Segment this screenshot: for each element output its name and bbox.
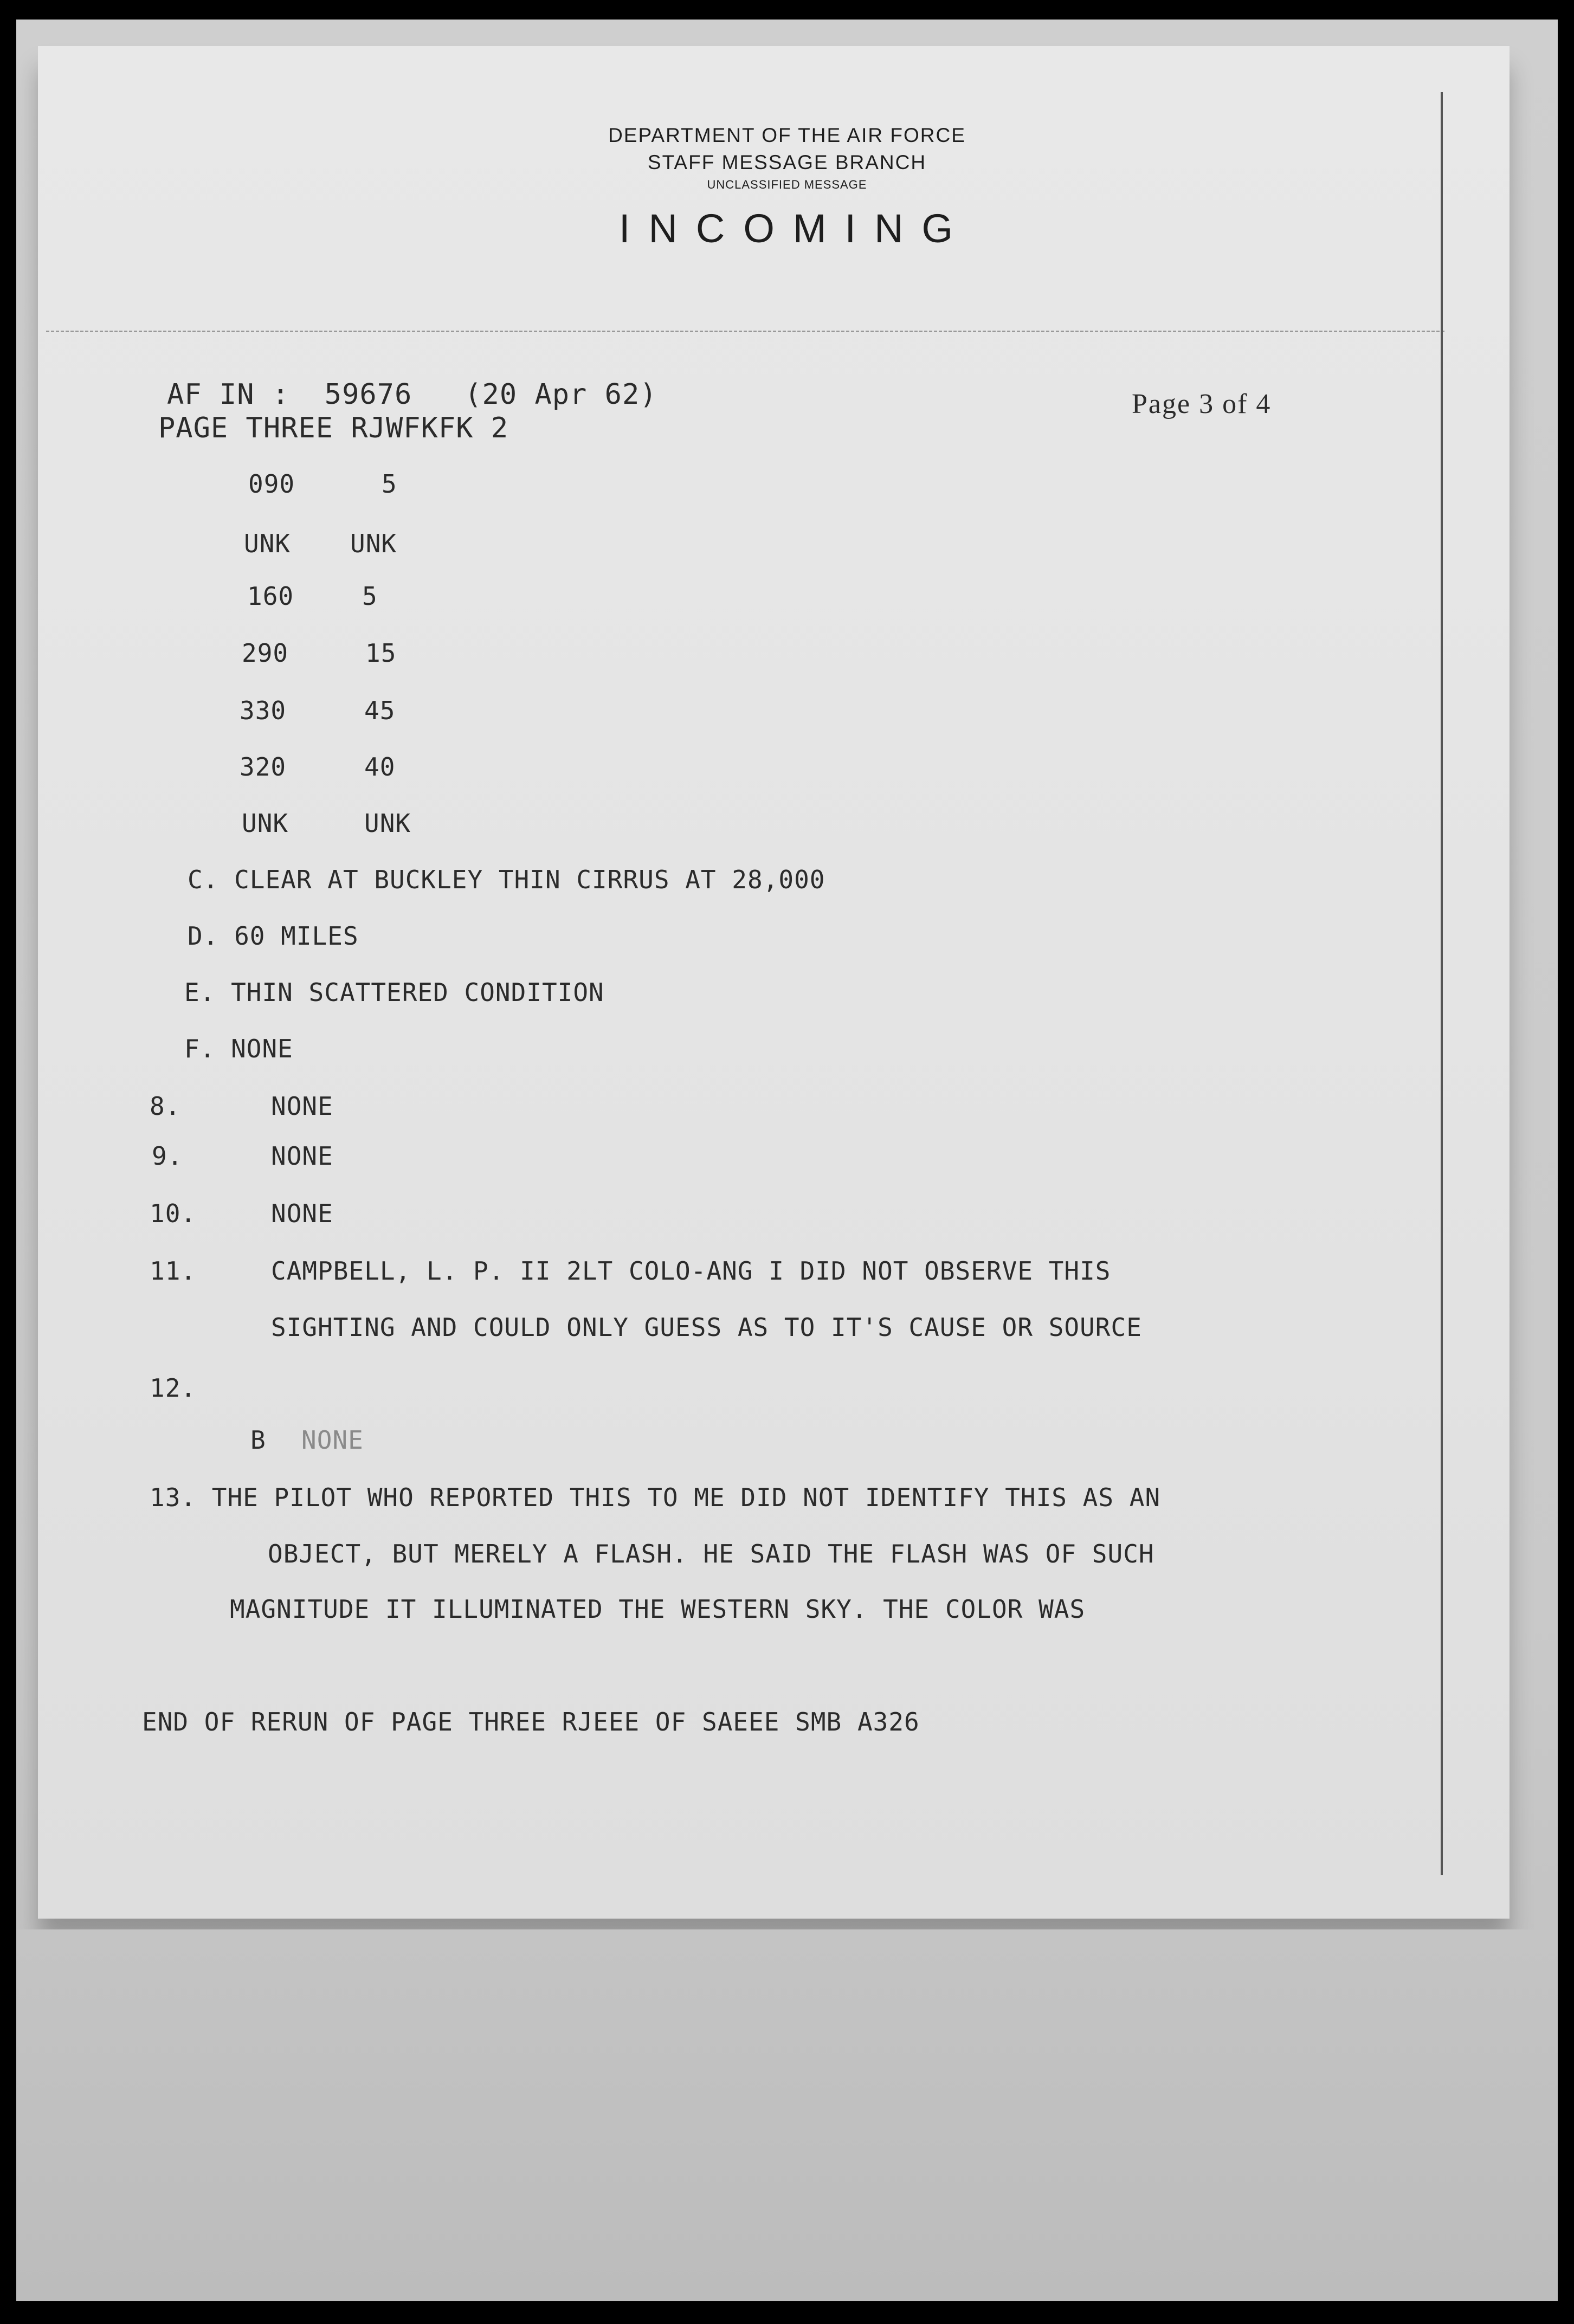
wind-speed: UNK [350, 529, 397, 558]
item-9-number: 9. [152, 1141, 183, 1171]
wind-speed: 40 [364, 752, 396, 782]
department-name: DEPARTMENT OF THE AIR FORCE [608, 124, 966, 146]
item-d: D. 60 MILES [188, 921, 359, 951]
item-12-b-label: B [250, 1425, 266, 1455]
item-11-number: 11. [150, 1256, 197, 1286]
right-margin-rule [1441, 92, 1443, 1875]
header-divider [46, 331, 1444, 332]
item-12-b-text: NONE [301, 1425, 364, 1455]
item-11-text: SIGHTING AND COULD ONLY GUESS AS TO IT'S CAUSE OR SOURCE [271, 1313, 1142, 1342]
wind-dir: 290 [242, 638, 289, 668]
wind-speed: 5 [362, 582, 378, 611]
film-margin [16, 1929, 1558, 2301]
wind-dir: UNK [244, 529, 291, 558]
wind-speed: 15 [365, 638, 397, 668]
wind-speed: 5 [382, 469, 397, 499]
item-9-text: NONE [271, 1141, 333, 1171]
item-11-text: CAMPBELL, L. P. II 2LT COLO-ANG I DID NOT OBSERVE THIS [271, 1256, 1111, 1286]
wind-dir: UNK [242, 809, 289, 838]
page-number: Page 3 of 4 [1132, 389, 1272, 419]
item-8-number: 8. [150, 1092, 181, 1121]
item-10-text: NONE [271, 1199, 333, 1228]
item-12-number: 12. [150, 1373, 197, 1403]
item-c: C. CLEAR AT BUCKLEY THIN CIRRUS AT 28,000 [188, 865, 825, 894]
af-in-number: AF IN : 59676 (20 Apr 62) [167, 378, 657, 411]
letterhead [0, 122, 1574, 251]
item-f: F. NONE [184, 1034, 293, 1063]
item-10-number: 10. [150, 1199, 197, 1228]
wind-dir: 330 [240, 696, 287, 725]
wind-speed: 45 [364, 696, 396, 725]
item-8-text: NONE [271, 1092, 333, 1121]
wind-dir: 320 [240, 752, 287, 782]
classification: UNCLASSIFIED MESSAGE [707, 178, 867, 191]
wind-dir: 090 [248, 469, 295, 499]
end-of-message: END OF RERUN OF PAGE THREE RJEEE OF SAEEE SMB A326 [142, 1707, 920, 1736]
item-13-text: MAGNITUDE IT ILLUMINATED THE WESTERN SKY. THE COLOR WAS [230, 1594, 1086, 1624]
item-13-text: 13. THE PILOT WHO REPORTED THIS TO ME DID NOT IDENTIFY THIS AS AN [150, 1483, 1161, 1512]
branch-name: STAFF MESSAGE BRANCH [647, 151, 927, 173]
wind-dir: 160 [247, 582, 294, 611]
page-line: PAGE THREE RJWFKFK 2 [158, 412, 509, 444]
item-13-text: OBJECT, BUT MERELY A FLASH. HE SAID THE FLASH WAS OF SUCH [268, 1539, 1154, 1568]
message-direction: INCOMING [618, 206, 972, 251]
wind-speed: UNK [364, 809, 411, 838]
item-e: E. THIN SCATTERED CONDITION [184, 978, 604, 1007]
